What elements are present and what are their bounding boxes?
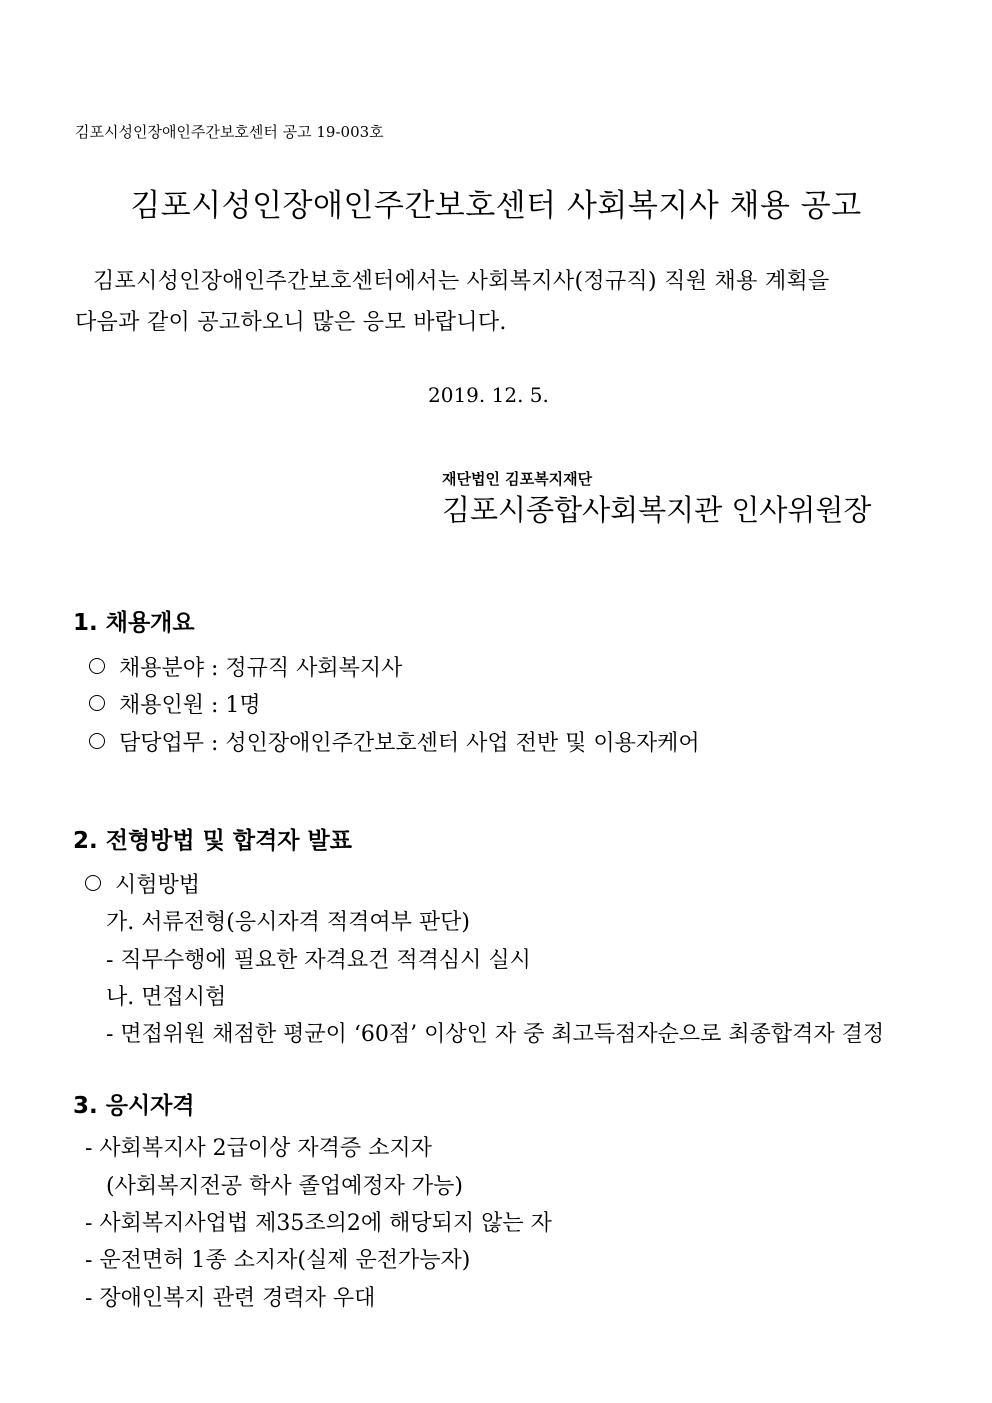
list-item: - 사회복지사업법 제35조의2에 해당되지 않는 자 (85, 1211, 552, 1236)
circle-bullet-icon (89, 658, 105, 674)
list-item: 시험방법 (85, 868, 200, 899)
list-item: 담당업무 : 성인장애인주간보호센터 사업 전반 및 이용자케어 (89, 726, 700, 757)
list-item: - 운전면허 1종 소지자(실제 운전가능자) (85, 1248, 471, 1273)
list-item: 채용분야 : 정규직 사회복지사 (89, 651, 402, 682)
page-title: 김포시성인장애인주간보호센터 사회복지사 채용 공고 (130, 188, 862, 224)
list-item: 채용인원 : 1명 (89, 688, 261, 719)
announcement-date: 2019. 12. 5. (428, 383, 549, 407)
intro-line-2: 다음과 같이 공고하오니 많은 응모 바랍니다. (75, 310, 507, 335)
list-item: - 면접위원 채점한 평균이 ‘60점’ 이상인 자 중 최고득점자순으로 최종합격자 결정 (106, 1022, 885, 1047)
list-item: 나. 면접시험 (106, 985, 227, 1010)
section-2-heading: 2. 전형방법 및 합격자 발표 (73, 828, 352, 854)
list-item: - 사회복지사 2급이상 자격증 소지자 (85, 1136, 432, 1161)
list-item: (사회복지전공 학사 졸업예정자 가능) (106, 1174, 463, 1199)
section-1-heading: 1. 채용개요 (73, 610, 195, 636)
foundation-name: 재단법인 김포복지재단 (442, 470, 593, 488)
section-3-heading: 3. 응시자격 (73, 1093, 195, 1119)
intro-line-1: 김포시성인장애인주간보호센터에서는 사회복지사(정규직) 직원 채용 계획을 (93, 269, 830, 294)
list-item: - 직무수행에 필요한 자격요건 적격심시 실시 (106, 948, 531, 973)
list-item: 가. 서류전형(응시자격 적격여부 판단) (106, 910, 470, 935)
circle-bullet-icon (89, 733, 105, 749)
circle-bullet-icon (85, 875, 101, 891)
organization-name: 김포시종합사회복지관 인사위원장 (442, 493, 872, 527)
list-item: - 장애인복지 관련 경력자 우대 (85, 1286, 376, 1311)
circle-bullet-icon (89, 695, 105, 711)
notice-number: 김포시성인장애인주간보호센터 공고 19-003호 (75, 123, 384, 141)
